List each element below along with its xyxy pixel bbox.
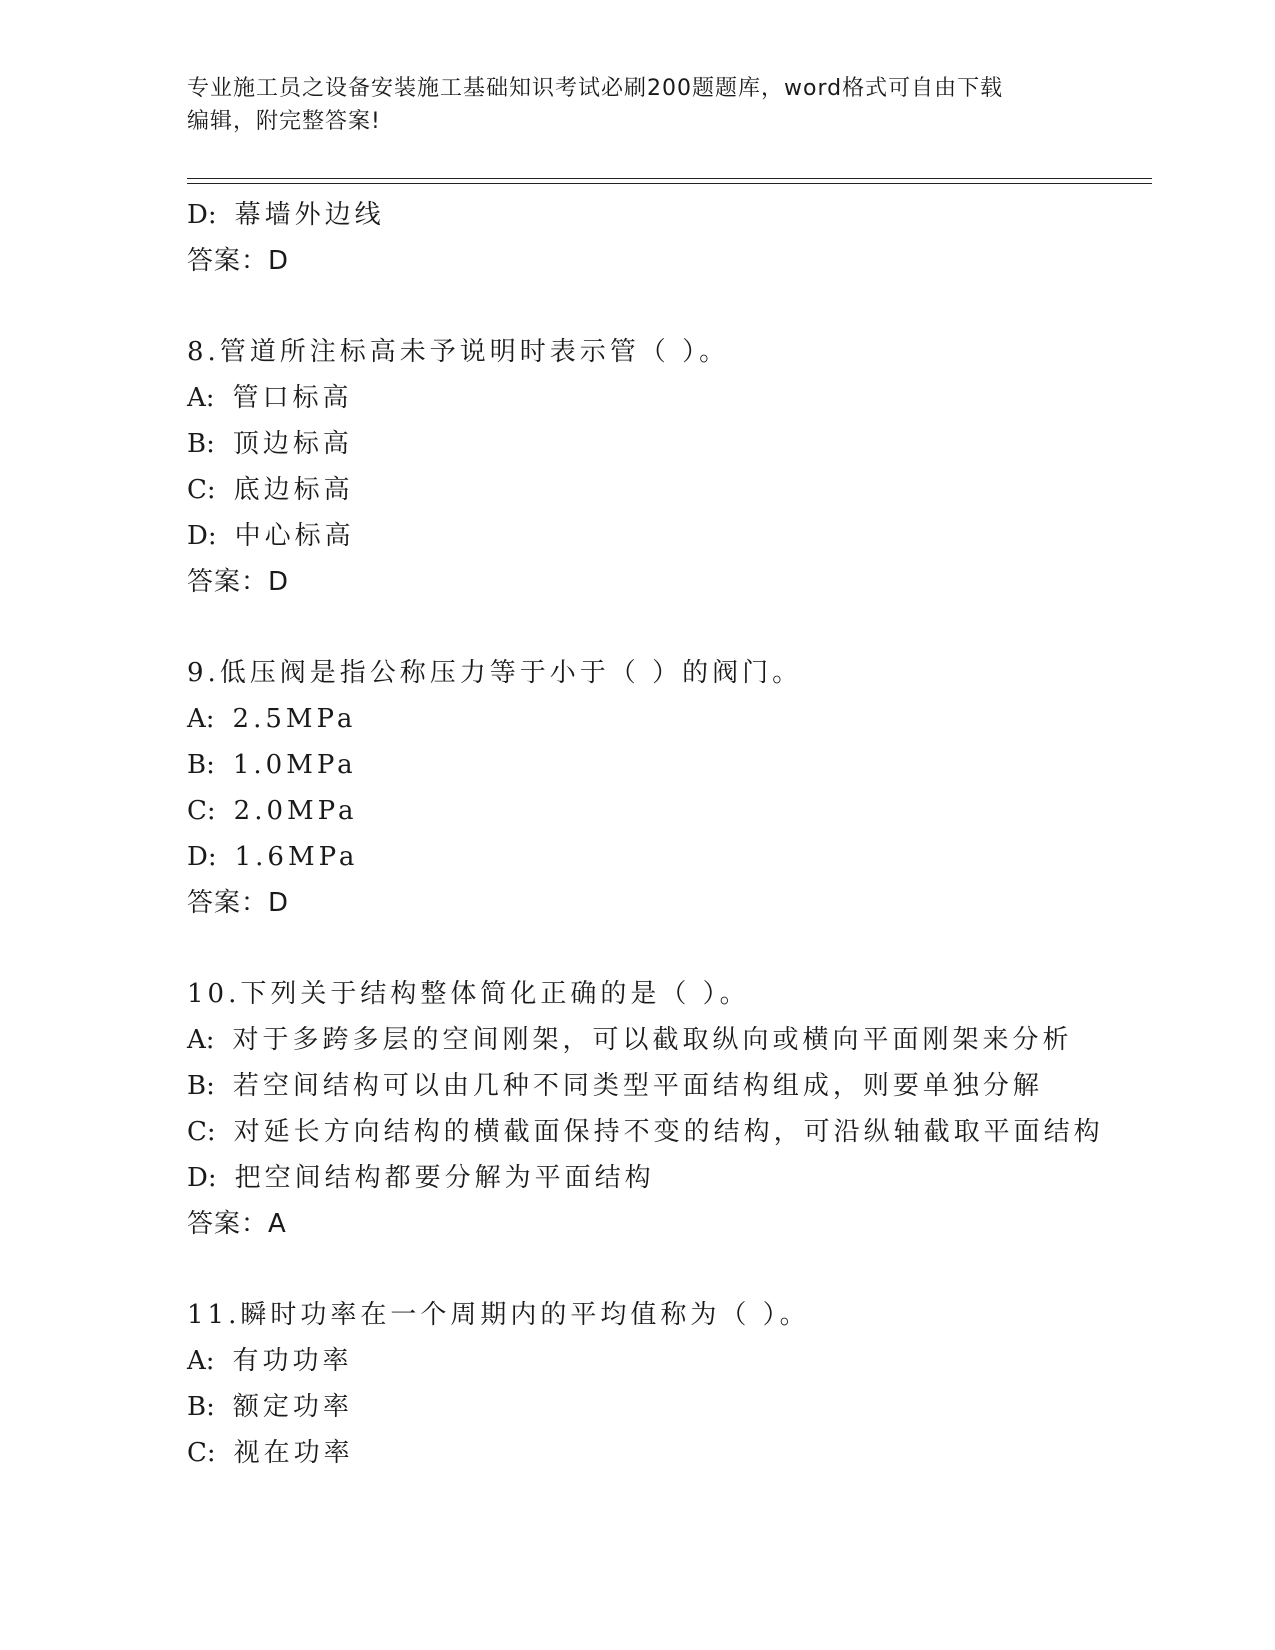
option-letter: C: <box>187 475 216 505</box>
option-text: 2.0MPa <box>233 796 358 826</box>
option-text: 中心标高 <box>234 521 355 551</box>
answer-option <box>187 696 1187 742</box>
option-text: 对延长方向结构的横截面保持不变的结构，可沿纵轴截取平面结构 <box>233 1117 1104 1147</box>
question-block <box>187 329 1187 605</box>
option-text: 顶边标高 <box>232 429 353 459</box>
question-text: 8.管道所注标高未予说明时表示管（ ）。 <box>187 337 730 367</box>
answer-option <box>187 421 1187 467</box>
answer-option <box>187 375 1187 421</box>
option-text: 管口标高 <box>232 383 353 413</box>
header-title-line-1: 专业施工员之设备安装施工基础知识考试必刷200题题库，word格式可自由下载 <box>187 76 1004 101</box>
answer-option <box>187 1384 1187 1430</box>
option-letter: D: <box>187 1163 217 1193</box>
option-text: 2.5MPa <box>232 704 357 734</box>
answer-option <box>187 1338 1187 1384</box>
answer-option <box>187 192 1187 238</box>
option-text: 幕墙外边线 <box>234 200 385 230</box>
option-letter: D: <box>187 200 217 230</box>
option-letter: B: <box>187 750 215 780</box>
header-divider-bottom <box>187 183 1152 184</box>
block-spacer <box>187 605 1187 650</box>
header-title-line-2: 编辑，附完整答案! <box>187 109 381 134</box>
question-block <box>187 650 1187 926</box>
option-letter: B: <box>187 429 215 459</box>
option-letter: C: <box>187 796 216 826</box>
option-letter: B: <box>187 1392 215 1422</box>
answer-option <box>187 1430 1187 1476</box>
option-text: 视在功率 <box>233 1438 354 1468</box>
header-divider-top <box>187 178 1152 179</box>
answer-option <box>187 1155 1187 1201</box>
answer-key: 答案：D <box>187 246 290 276</box>
answer-option <box>187 1063 1187 1109</box>
option-text: 底边标高 <box>233 475 354 505</box>
question-text: 9.低压阀是指公称压力等于小于（ ）的阀门。 <box>187 658 803 688</box>
question-block <box>187 971 1187 1247</box>
answer-option <box>187 1017 1187 1063</box>
option-letter: A: <box>187 383 215 413</box>
option-text: 额定功率 <box>232 1392 353 1422</box>
block-spacer <box>187 926 1187 971</box>
question-text: 11.瞬时功率在一个周期内的平均值称为（ ）。 <box>187 1300 810 1330</box>
document-header <box>187 72 1087 138</box>
answer-key: 答案：D <box>187 567 290 597</box>
option-text: 1.0MPa <box>232 750 357 780</box>
answer-option <box>187 1109 1187 1155</box>
option-text: 若空间结构可以由几种不同类型平面结构组成，则要单独分解 <box>232 1071 1043 1101</box>
answer-key: 答案：D <box>187 888 290 918</box>
answer-option <box>187 467 1187 513</box>
option-letter: C: <box>187 1117 216 1147</box>
question-text: 10.下列关于结构整体简化正确的是（ ）。 <box>187 979 750 1009</box>
option-text: 把空间结构都要分解为平面结构 <box>234 1163 655 1193</box>
question-block <box>187 1292 1187 1476</box>
answer-option <box>187 834 1187 880</box>
block-spacer <box>187 1247 1187 1292</box>
question-list <box>187 192 1187 1476</box>
option-letter: D: <box>187 842 217 872</box>
answer-option <box>187 513 1187 559</box>
block-spacer <box>187 284 1187 329</box>
option-text: 有功功率 <box>232 1346 353 1376</box>
option-letter: C: <box>187 1438 216 1468</box>
option-letter: A: <box>187 1346 215 1376</box>
answer-option <box>187 788 1187 834</box>
answer-key: 答案：A <box>187 1209 287 1239</box>
answer-option <box>187 742 1187 788</box>
option-text: 对于多跨多层的空间刚架，可以截取纵向或横向平面刚架来分析 <box>232 1025 1073 1055</box>
option-letter: B: <box>187 1071 215 1101</box>
question-tail <box>187 192 1187 284</box>
option-letter: D: <box>187 521 217 551</box>
option-letter: A: <box>187 1025 215 1055</box>
option-letter: A: <box>187 704 215 734</box>
option-text: 1.6MPa <box>234 842 359 872</box>
